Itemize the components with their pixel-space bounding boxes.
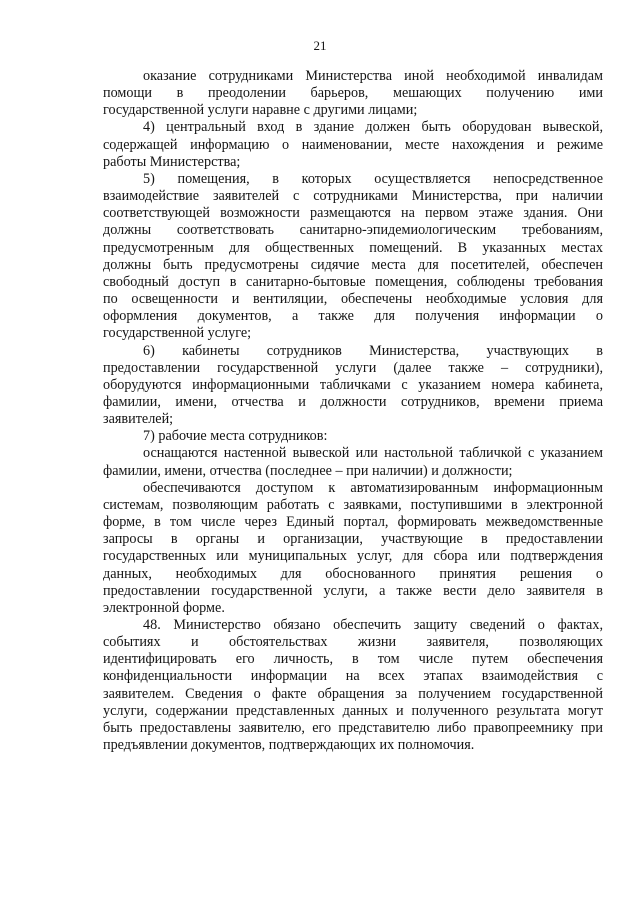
- paragraph-p8: [103, 617, 603, 754]
- text-line: взаимодействие заявителей с сотрудниками Министерства, при наличии: [103, 188, 603, 205]
- text-line: работы Министерства;: [103, 153, 241, 170]
- text-line: системам, позволяющим работать с заявками, поступившими в электронной: [103, 496, 603, 513]
- paragraph-p6: [103, 445, 603, 479]
- page-number: 21: [313, 38, 327, 53]
- document-body: [103, 68, 603, 754]
- text-line: форме, в том числе через Единый портал, формировать межведомственные: [103, 514, 603, 531]
- text-line: оборудуются информационными табличками с указанием номера кабинета,: [103, 376, 603, 393]
- text-line: оказание сотрудниками Министерства иной необходимой инвалидам: [143, 68, 603, 84]
- text-line: конфиденциальности информации на всех этапах взаимодействия с: [103, 668, 603, 685]
- text-line: запросы в органы и организации, участвующие в предоставлении: [103, 531, 603, 548]
- text-line: идентифицировать его личность, в том числе путем обеспечения: [103, 651, 603, 668]
- text-line: данных, необходимых для обоснованного принятия решения о: [103, 565, 603, 582]
- text-line: соответствующей возможности размещаются на первом этаже здания. Они: [103, 205, 603, 222]
- paragraph-p3: [103, 171, 603, 343]
- text-line: должны соответствовать санитарно-эпидемиологическим требованиям,: [103, 222, 603, 239]
- text-line: оснащаются настенной вывеской или настольной табличкой с указанием: [143, 445, 603, 462]
- text-line: 7) рабочие места сотрудников:: [143, 428, 328, 445]
- text-line: государственной услуги наравне с другими лицами;: [103, 102, 418, 119]
- text-line: предусмотренным для общественных помещений. В указанных местах: [103, 239, 603, 256]
- text-line: быть предоставлены заявителю, его представителю либо правопреемнику при: [103, 719, 603, 736]
- text-line: электронной форме.: [103, 599, 225, 616]
- text-line: государственной услуге;: [103, 325, 252, 342]
- text-line: должны быть предусмотрены сидячие места для посетителей, обеспечен: [103, 256, 603, 273]
- text-line: заявителем. Сведения о факте обращения за получением государственной: [103, 685, 603, 702]
- paragraph-p2: [103, 119, 603, 170]
- text-line: фамилии, имени, отчества и должности сотрудников, времени приема: [103, 393, 603, 410]
- text-line: помощи в преодолении барьеров, мешающих получению ими: [103, 85, 603, 102]
- text-line: 48. Министерство обязано обеспечить защиту сведений о фактах,: [143, 617, 603, 633]
- text-line: государственных или муниципальных услуг, для сбора или подтверждения: [103, 548, 603, 565]
- text-line: содержащей информацию о наименовании, месте нахождения и режиме: [103, 136, 603, 153]
- text-line: предоставлении государственной услуги (далее также – сотрудники),: [103, 359, 603, 376]
- text-line: заявителей;: [103, 411, 174, 428]
- text-line: обеспечиваются доступом к автоматизированным информационным: [143, 479, 603, 496]
- text-line: предоставлении государственной услуги, а также вести дело заявителя в: [103, 582, 603, 599]
- paragraph-p5: [103, 428, 603, 445]
- text-line: фамилии, имени, отчества (последнее – при наличии) и должности;: [103, 462, 513, 479]
- text-line: услуги, содержании представленных данных и полученного результата могут: [103, 702, 603, 719]
- text-line: событиях и обстоятельствах жизни заявителя, позволяющих: [103, 634, 603, 651]
- text-line: предъявлении документов, подтверждающих их полномочия.: [103, 737, 475, 754]
- text-line: 5) помещения, в которых осуществляется непосредственное: [143, 170, 603, 187]
- text-line: оформления документов, а также для получения информации о: [103, 308, 603, 325]
- text-line: 4) центральный вход в здание должен быть оборудован вывеской,: [143, 119, 603, 136]
- text-line: 6) кабинеты сотрудников Министерства, участвующих в: [143, 342, 603, 359]
- paragraph-p1: [103, 68, 603, 119]
- paragraph-p7: [103, 480, 603, 617]
- text-line: свободный доступ в санитарно-бытовые помещения, соблюдены требования: [103, 273, 603, 290]
- text-line: по освещенности и вентиляции, обеспечены необходимые условия для: [103, 291, 603, 308]
- paragraph-p4: [103, 343, 603, 429]
